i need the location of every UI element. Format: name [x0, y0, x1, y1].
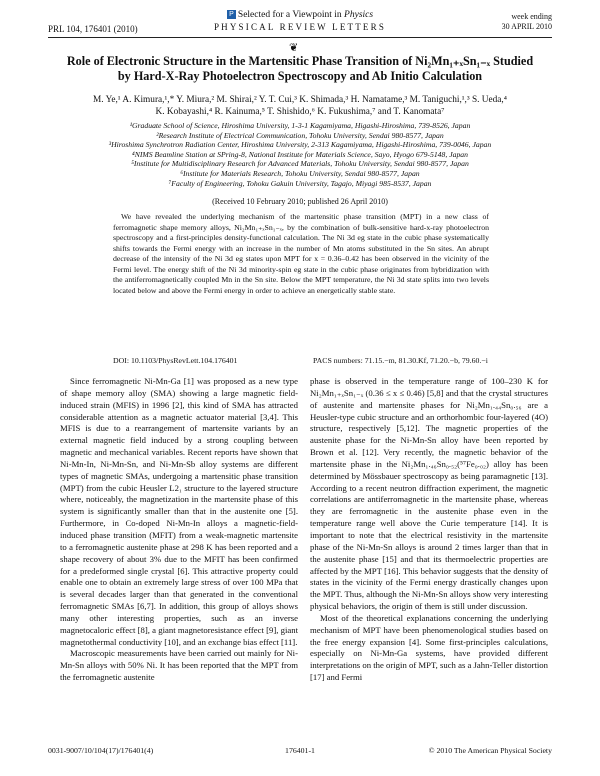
article-title: Role of Electronic Structure in the Martensitic Phase Transition of Ni₂Mn₁₊ₓSn₁₋ₓ Studied by Hard-X-Ray Photoelectron Spectroscopy and Ab Initio Calculation [66, 54, 534, 83]
affiliation: ²Research Institute of Electrical Communication, Tohoku University, Sendai 980-8577, Japan [156, 130, 444, 140]
viewpoint-notice: P Selected for a Viewpoint in Physics [48, 10, 552, 20]
fleuron-icon: ❦ [289, 42, 299, 54]
issue-date: week ending 30 APRIL 2010 [501, 12, 552, 31]
affiliation: ⁴NIMS Beamline Station at SPring-8, National Institute for Materials Science, Sayo, Hyogo 679-5148, Japan [132, 149, 468, 159]
affiliation: ³Hiroshima Synchrotron Radiation Center, Hiroshima University, 2-313 Kagamiyama, Higashi-Hiroshima, 739-0046, Japan [108, 140, 492, 150]
header-rule [48, 37, 552, 38]
viewpoint-link[interactable]: Viewpoint [292, 10, 332, 20]
footer-code: 0031-9007/10/104(17)/176401(4) [48, 746, 154, 755]
copyright: © 2010 The American Physical Society [428, 746, 552, 755]
physics-link[interactable]: Physics [344, 10, 374, 20]
abstract: We have revealed the underlying mechanism of the martensitic phase transition (MPT) in a new class of ferromagnetic shape memory alloys, Ni₂Mn₁₊ₓSn₁₋ₓ, by the combination of bulk-sensitive hard-x-ray photoelectron spectroscopy and a first-principles density-functional calculation. The Ni 3d eg state in the cubic phase systematically shifts towards the Fermi energy with an increase in the number of Mn atoms substituted in the Sn sites. An abrupt decrease of the intensity of the Ni 3d eg states upon MPT for x = 0.36–0.42 has been observed in the vicinity of the Fermi level. The energy shift of the Ni 3d minority-spin eg state in the cubic phase originates from hybridization with the antiferromagnetically coupled Mn in the Sn site. Below the MPT temperature, the Ni 3d state splits into two levels located below and above the Fermi energy in order to achieve an energetically stable state. [113, 212, 489, 295]
body-column-right [310, 376, 548, 684]
paragraph: Macroscopic measurements have been carried out mainly for Ni-Mn-Sn alloys with 50% Ni. It has been reported that the MPT from the ferromagnetic austenite [60, 648, 298, 683]
affiliation: ⁵Institute for Multidisciplinary Research for Advanced Materials, Tohoku University, Sendai 980-8577, Japan [131, 159, 469, 169]
affiliation: ¹Graduate School of Science, Hiroshima University, 1-3-1 Kagamiyama, Higashi-Hiroshima, 739-8526, Japan [129, 121, 471, 130]
author-list: M. Ye,¹ A. Kimura,¹,* Y. Miura,² M. Shirai,² Y. T. Cui,³ K. Shimada,³ H. Namatame,³ M. Taniguchi,¹,³ S. Ueda,⁴ K. Kobayashi,⁴ R. Kainuma,⁵ T. Shishido,⁶ K. Fukushima,⁷ and T. Kanomata⁷ [93, 95, 507, 117]
paragraph: Since ferromagnetic Ni-Mn-Ga [1] was proposed as a new type of shape memory alloy (SMA) showing a large magnetic field-induced strain (MFIS) in 1996 [2], this kind of SMA has attracted considerable attention as a magnetic actuator material [3,4]. This MFIS is due to a rearrangement of martensite variants by an external magnetic field induced by a strong coupling between magnetic and mechanical variables. Recent reports have shown that Ni-Mn-In, Ni-Mn-Sn, and Ni-Mn-Sb alloy systems are different types of magnetic SMAs, undergoing a martensitic phase transition (MPT) from the cubic Heusler L2₁ structure to the layered structure where, noticeably, the magnetization in the martensite phase of this system is significantly smaller than that in the austenite one [5]. Furthermore, in Co-doped Ni-Mn-In alloys a magnetic-field-induced phase transition (MFIT) from a weak-magnetic martensite to a ferromagnetic austenite phase at 298 K has been reported and a shape recovery of about 3% due to the MFIT has been confirmed for a predeformed single crystal [6]. This attractive property could enable one to obtain an extremely large stress of over 100 MPa that is several decades larger than that generated in the conventional ferromagnetic SMAs [6,7]. In addition, this group of alloys shows many other interesting properties, such as an inverse magnetocaloric effect [8], a giant magnetoresistance effect [9], giant magnetothermal conductivity [10], and an exchange bias effect [11]. [60, 376, 298, 647]
doi-link[interactable]: DOI: 10.1103/PhysRevLett.104.176401 [113, 356, 238, 365]
page-number: 176401-1 [285, 746, 315, 755]
affiliation: ⁷Faculty of Engineering, Tohoku Gakuin University, Tagajo, Miyagi 985-8537, Japan [168, 178, 432, 188]
pacs-numbers: PACS numbers: 71.15.−m, 81.30.Kf, 71.20.−b, 79.60.−i [313, 356, 488, 365]
journal-reference: PRL 104, 176401 (2010) [48, 24, 138, 34]
journal-name: PHYSICAL REVIEW LETTERS [213, 22, 387, 32]
paragraph: phase is observed in the temperature range of 100–230 K for Ni₂Mn₁₊ₓSn₁₋ₓ (0.36 ≤ x ≤ 0.46) [5,8] and that the crystal structures of austenite and martensite phases for Ni₂Mn₁.₄₄Sn₀.₅₆ are a Heusler-type cubic structure and an orthorhombic four-layered (4O) structure, respectively [5,12]. The magnetic properties of the austenite phase for the Ni-Mn-Sn alloy have been reported by Brown et al. [12]. Very recently, the magnetic behavior of the martensite phase in the Ni₂Mn₁.₄₆Sn₀.₅₂(⁵⁷Fe₀.₀₂) alloy has been determined by Mössbauer spectroscopy as being paramagnetic [13]. According to a recent neutron diffraction experiment, the magnetic correlations are antiferromagnetic in the martensite phase, whereas they are ferromagnetic in the austenite phase even in the temperature range well above the Curie temperature [14]. It is important to note that the electrical resistivity in the martensite phase of the Ni-Mn-Sn alloys is around 2 times larger than that in the austenite phase [15] and that its thermoelectric properties are affected by the MPT [16]. This behavior suggests that the density of states in the vicinity of the Fermi energy drastically changes upon the MPT. Thus, although the Ni-Mn-Sn alloys show very interesting physical behaviors, the origin of them is still under discussion. [310, 376, 548, 612]
journal-masthead [48, 10, 552, 32]
viewpoint-icon: P [227, 10, 236, 19]
affiliation: ⁶Institute for Materials Research, Tohoku University, Sendai 980-8577, Japan [180, 168, 420, 178]
received-dates: (Received 10 February 2010; published 26 April 2010) [212, 197, 388, 206]
affiliations [56, 121, 544, 188]
running-header [48, 8, 552, 36]
paragraph: Most of the theoretical explanations concerning the underlying mechanism of MPT have been phenomenological studies based on the free energy expansion [4]. Some first-principles calculations, especially on Ni-Mn-Ga systems, have provided different interpretations on the origin of MPT, such as a Jahn-Teller distortion [17] and Fermi [310, 612, 548, 683]
body-column-left [60, 376, 298, 684]
